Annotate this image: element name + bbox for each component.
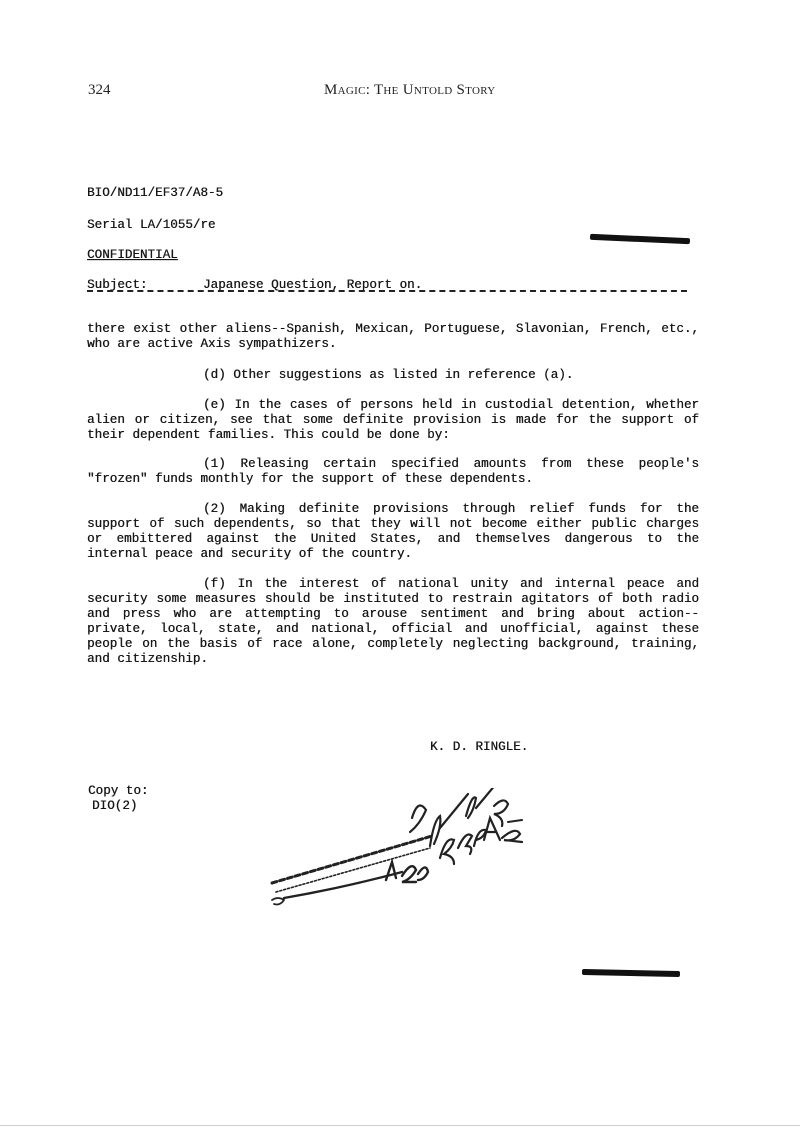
book-header (88, 82, 708, 104)
classification-marking: CONFIDENTIAL (87, 248, 178, 262)
page-edge-rule (0, 1125, 800, 1126)
subject-label: Subject: (87, 278, 148, 292)
file-reference: BIO/ND11/EF37/A8-5 (87, 186, 224, 200)
paragraph-e (87, 398, 699, 443)
declassification-stamp-graphic (262, 788, 562, 918)
copy-to-recipient: DIO(2) (92, 799, 138, 813)
serial-number: Serial LA/1055/re (87, 218, 216, 232)
paragraph-e1 (87, 457, 699, 487)
paragraph-f-text: (f) In the interest of national unity and internal peace and security some measures should be instituted to restrain agitators of both radio and press who are attempting to arouse sentiment and bring about action--private, local, state, and national, official and unofficial, against these people on the basis of race alone, completely neglecting background, training, and citizenship. (87, 577, 699, 666)
paragraph-f (87, 577, 699, 667)
redaction-mark (590, 234, 690, 244)
running-title: Magic: The Untold Story (324, 82, 496, 98)
paragraph-e2 (87, 502, 699, 562)
paragraph-e2-text: (2) Making definite provisions through relief funds for the support of such dependents, so that they will not become either public charges or embittered against the United States, and themselves dangerous to the internal peace and security of the country. (87, 502, 699, 561)
signature: K. D. RINGLE. (430, 740, 529, 754)
paragraph-e-text: (e) In the cases of persons held in custodial detention, whether alien or citizen, see that some definite provision is made for the support of their dependent families. This could be done by: (87, 398, 699, 442)
page-number: 324 (88, 82, 111, 98)
paragraph-d-text: (d) Other suggestions as listed in reference (a). (203, 368, 574, 382)
dashed-divider (87, 290, 687, 292)
subject-text: Japanese Question, Report on. (203, 278, 423, 292)
paragraph-e1-text: (1) Releasing certain specified amounts from these people's "frozen" funds monthly for the support of these dependents. (87, 457, 699, 486)
copy-to-label: Copy to: (88, 784, 149, 798)
paragraph-d (87, 368, 699, 383)
continuation-paragraph: there exist other aliens--Spanish, Mexican, Portuguese, Slavonian, French, etc., who are active Axis sympathizers. (87, 322, 699, 351)
redaction-mark (582, 969, 680, 977)
